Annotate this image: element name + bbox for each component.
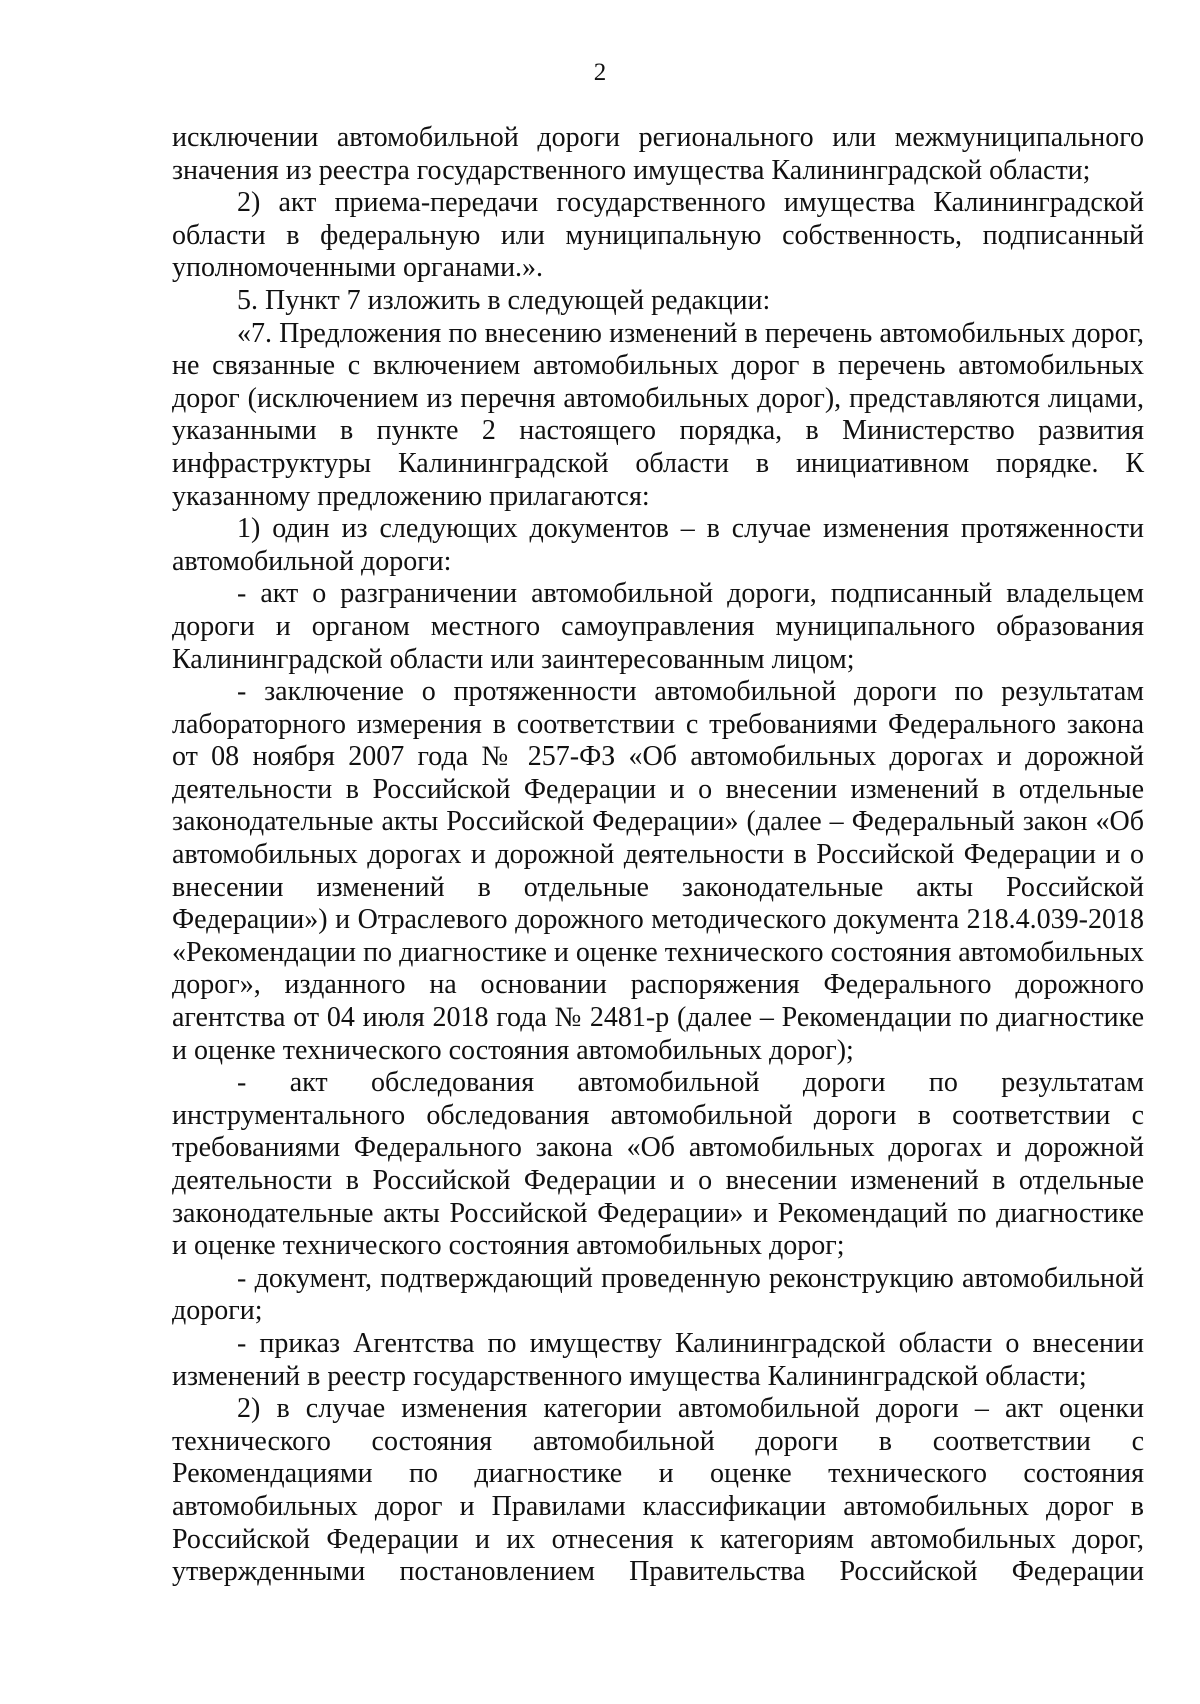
document-body — [172, 122, 1144, 1589]
paragraph-item-2-act: 2) акт приема-передачи государственного имущества Калининградской области в федеральную или муниципальную собственность, подписанный уполномоченными органами.». — [172, 187, 1144, 284]
paragraph-point-7: «7. Предложения по внесению изменений в перечень автомобильных дорог, не связанные с включением автомобильных дорог в перечень автомобильных дорог (исключением из перечня автомобильных дорог), представляются лицами, указанными в пункте 2 настоящего порядка, в Министерство развития инфраструктуры Калининградской области в инициативном порядке. К указанному предложению прилагаются: — [172, 317, 1144, 512]
paragraph-subitem-2: 2) в случае изменения категории автомобильной дороги – акт оценки технического состояния автомобильной дороги в соответствии с Рекомендациями по диагностике и оценке технического состояния автомобильных дорог и Правилами классификации автомобильных дорог в Российской Федерации и их отнесения к категориям автомобильных дорог, утвержденными постановлением Правительства Российской Федерации — [172, 1393, 1144, 1588]
paragraph-continuation: исключении автомобильной дороги регионального или межмуниципального значения из реестра государственного имущества Калининградской области; — [172, 122, 1144, 186]
paragraph-bullet-inspection-act: - акт обследования автомобильной дороги по результатам инструментального обследования автомобильной дороги в соответствии с требованиями Федерального закона «Об автомобильных дорогах и дорожной деятельности в Российской Федерации и о внесении изменений в отдельные законодательные акты Российской Федерации» и Рекомендаций по диагностике и оценке технического состояния автомобильных дорог; — [172, 1067, 1144, 1262]
page-number: 2 — [593, 59, 607, 86]
paragraph-bullet-reconstruction-document: - документ, подтверждающий проведенную реконструкцию автомобильной дороги; — [172, 1262, 1144, 1327]
paragraph-point-5: 5. Пункт 7 изложить в следующей редакции: — [237, 284, 771, 316]
paragraph-bullet-property-order: - приказ Агентства по имуществу Калининградской области о внесении изменений в реестр государственного имущества Калининградской области; — [172, 1327, 1144, 1392]
paragraph-subitem-1: 1) один из следующих документов – в случае изменения протяженности автомобильной дороги: — [172, 513, 1144, 577]
paragraph-bullet-length-conclusion: - заключение о протяженности автомобильной дороги по результатам лабораторного измерения в соответствии с требованиями Федерального закона от 08 ноября 2007 года № 257-ФЗ «Об автомобильных дорогах и дорожной деятельности в Российской Федерации и о внесении изменений в отдельные законодательные акты Российской Федерации» (далее – Федеральный закон «Об автомобильных дорогах и дорожной деятельности в Российской Федерации и о внесении изменений в отдельные законодательные акты Российской Федерации») и Отраслевого дорожного методического документа 218.4.039-2018 «Рекомендации по диагностике и оценке технического состояния автомобильных дорог», изданного на основании распоряжения Федерального дорожного агентства от 04 июля 2018 года № 2481-р (далее – Рекомендации по диагностике и оценке технического состояния автомобильных дорог); — [172, 676, 1144, 1066]
paragraph-bullet-demarcation-act: - акт о разграничении автомобильной дороги, подписанный владельцем дороги и органом местного самоуправления муниципального образования Калининградской области или заинтересованным лицом; — [172, 578, 1144, 675]
